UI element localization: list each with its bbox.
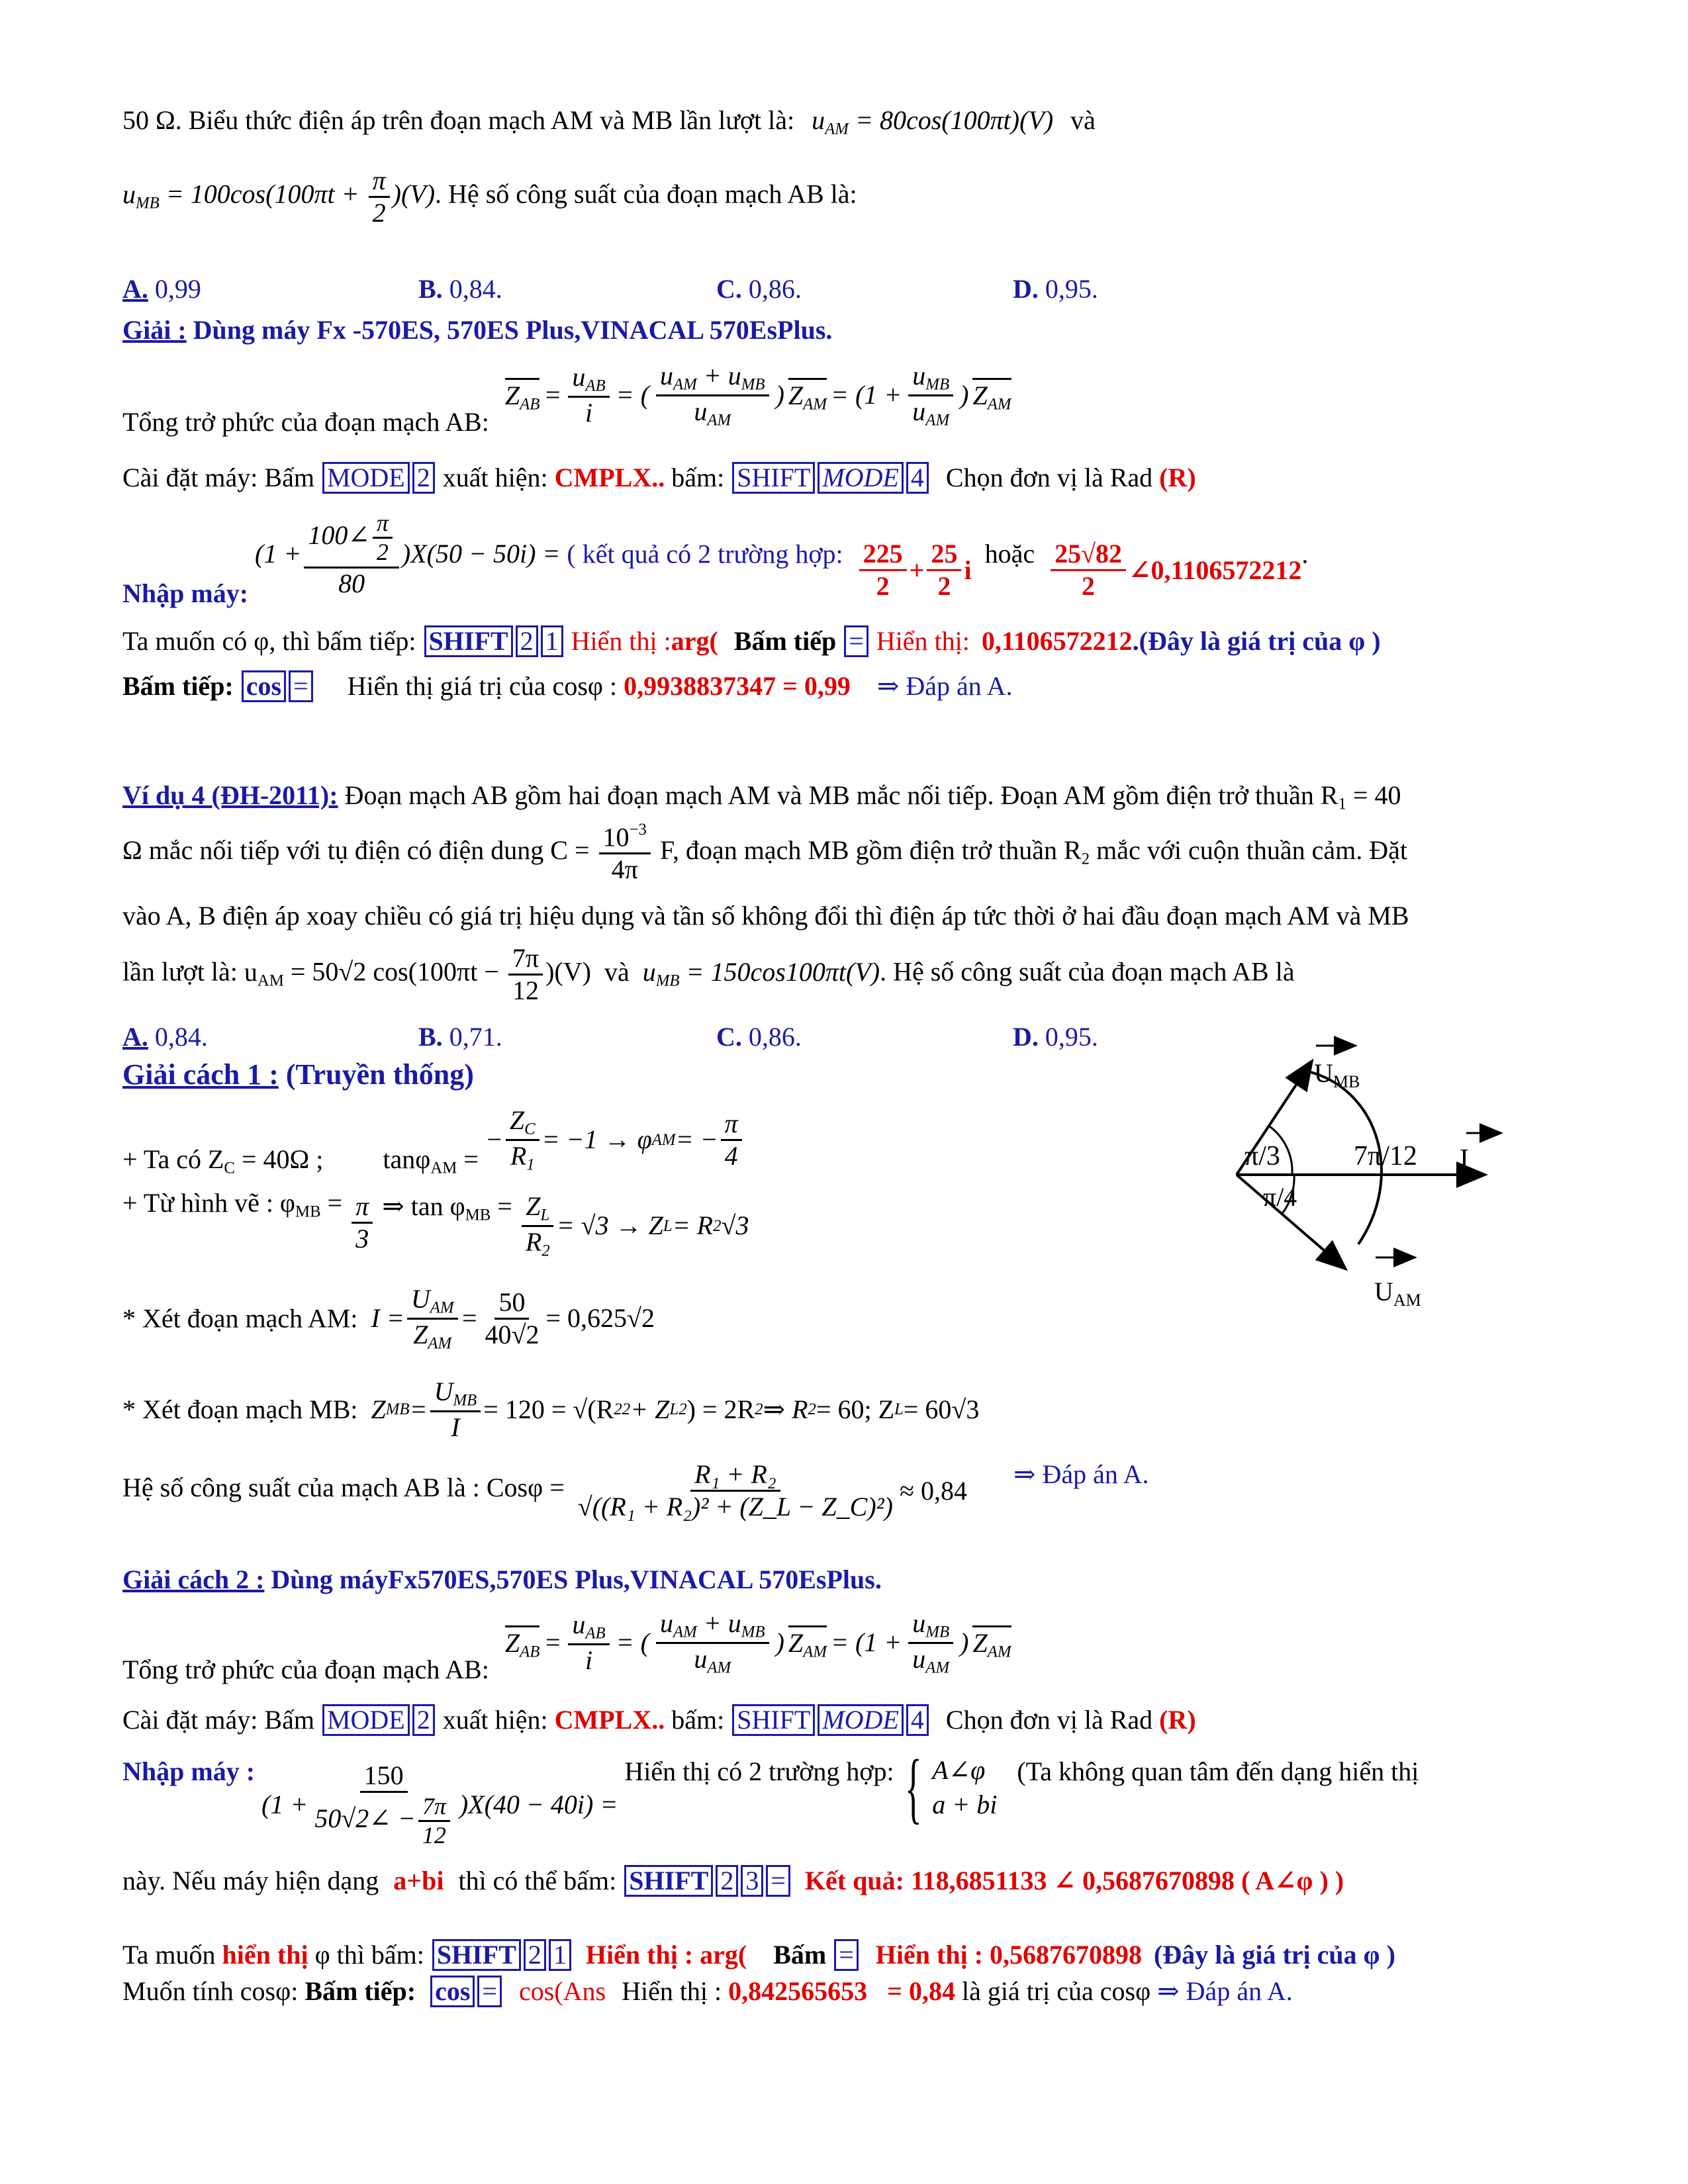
sol1-cos: Bấm tiếp: cos = Hiển thị giá trị của cosφ : 0,9938837347 = 0,99 ⇒ Đáp án A. — [122, 671, 1013, 701]
mode-key: MODE — [818, 1704, 904, 1736]
mode-key: MODE — [322, 1704, 410, 1736]
ex4-line-4: lần lượt là: $u_{AM} = 50√2$ cos(100πt − $\frac{7\pi}{12}$ )(V) và $u_{MB} = 150\cos 100\pi t(V)$. Hệ số công suất của đoạn mạch AB là — [122, 943, 1295, 1005]
c2-setup: Cài đặt máy: Bấm MODE 2 xuất hiện: CMPLX.. bấm: SHIFT MODE 4 Chọn đơn vị là Rad (R) — [122, 1705, 1196, 1735]
equals-key: = — [844, 625, 868, 657]
key-4: 4 — [906, 1704, 929, 1736]
sol1-impedance: Tổng trở phức của đoạn mạch AB: $Z_{AB}$ = $\frac{u_{AB}}{i}$ = ( $\frac{u_{AM} + u_{MB}}{u_{AM}}$ ) $Z_{AM}$ = (1 + $\frac{u_{MB}}{u_{AM}}$ ) $Z_{AM}$ — [122, 361, 1011, 437]
key-1: 1 — [549, 1939, 571, 1971]
shift-key: SHIFT — [732, 1704, 815, 1736]
c1-line-4: * Xét đoạn mạch MB: Z MB = $\frac{U_{MB}}{I}$ = 120 = √(R 2 2 + Z L 2 ) = 2R 2 ⇒ R 2 = 60; Z L = 60√3 — [122, 1377, 980, 1442]
umb-label: $U_{MB}$ — [1314, 1058, 1360, 1091]
c1-line-1: + Ta có $Z_C = 40\Omega$ ; tanφ$_{AM}$ = − $\frac{Z_C}{R_1}$ = −1 → φ AM = − $\frac{\pi}{4}$ — [122, 1105, 745, 1175]
phasor-diagram — [1211, 1032, 1516, 1310]
uam-label: $U_{AM}$ — [1374, 1277, 1421, 1310]
sol1-heading: Giải : Dùng máy Fx -570ES, 570ES Plus,VINACAL 570EsPlus. — [122, 315, 833, 345]
key-2: 2 — [516, 625, 538, 657]
sol1-arg: Ta muốn có φ, thì bấm tiếp: SHIFT 2 1 Hiển thị :arg( Bấm tiếp = Hiển thị: 0,1106572212.(Đây là giá trị của φ ) — [122, 626, 1381, 656]
q2-option-c: C. 0,86. — [716, 1022, 802, 1052]
angle-pi3-label: π/3 — [1244, 1141, 1280, 1171]
q1-option-c: C. 0,86. — [716, 274, 802, 304]
key-3: 3 — [741, 1865, 763, 1897]
q1-option-b: B. 0,84. — [418, 274, 502, 304]
c1-line-3: * Xét đoạn mạch AM: I = $\frac{U_{AM}}{Z_{AM}}$ = $\frac{50}{40√2}$ = 0,625√2 — [122, 1284, 655, 1353]
impedance-formula: $Z_{AB}$ = $\frac{u_{AB}}{i}$ = ( $\frac{u_{AM} + u_{MB}}{u_{AM}}$ ) $Z_{AM}$ = (1 + $\frac{u_{MB}}{u_{AM}}$ ) $Z_{AM}$ — [504, 1608, 1011, 1677]
c2-heading: Giải cách 2 : Dùng máyFx570ES,570ES Plus,VINACAL 570EsPlus. — [122, 1565, 882, 1594]
key-2: 2 — [412, 462, 435, 494]
c1-line-5: Hệ số công suất của mạch AB là : Cosφ = $\frac{\text{R₁ + R₂}}{\text{√((R₁ + R₂)² + (Z\_L − Z\_C)²)}}$ ≈ 0,84 ⇒ Đáp án A. — [122, 1459, 1149, 1522]
sol1-setup: Cài đặt máy: Bấm MODE 2 xuất hiện: CMPLX.. bấm: SHIFT MODE 4 Chọn đơn vị là Rad (R) — [122, 463, 1196, 492]
key-2: 2 — [524, 1939, 546, 1971]
q1-option-d: D. 0,95. — [1013, 274, 1098, 304]
c2-line-3: Ta muốn hiển thị φ thì bấm: SHIFT 2 1 Hiển thị : arg( Bấm = Hiển thị : 0,5687670898 (Đây là giá trị của φ ) — [122, 1940, 1395, 1970]
q2-option-b: B. 0,71. — [418, 1022, 502, 1052]
key-4: 4 — [906, 462, 929, 494]
equals-key: = — [834, 1939, 859, 1971]
i-label: I — [1460, 1144, 1469, 1175]
q2-option-a: A. 0,84. — [122, 1022, 208, 1052]
equals-key: = — [766, 1865, 790, 1897]
c2-impedance: Tổng trở phức của đoạn mạch AB: $Z_{AB}$ = $\frac{u_{AB}}{i}$ = ( $\frac{u_{AM} + u_{MB}}{u_{AM}}$ ) $Z_{AM}$ = (1 + $\frac{u_{MB}}{u_{AM}}$ ) $Z_{AM}$ — [122, 1608, 1011, 1684]
equals-key: = — [477, 1976, 502, 2007]
c1-line-2: + Từ hình vẽ : $\varphi_{MB}$ = $\frac{\pi}{3}$ ⇒ $\tan \varphi_{MB}$ = $\frac{Z_L}{R_2}$ = √3 → Z L = R 2 √3 — [122, 1188, 749, 1260]
shift-key: SHIFT — [424, 625, 513, 657]
c2-line-4: Muốn tính cosφ: Bấm tiếp: cos = cos(Ans Hiển thị : 0,842565653 = 0,84 là giá trị của cosφ ⇒ Đáp án A. — [122, 1976, 1293, 2006]
cos-key: cos — [430, 1976, 475, 2007]
angle-7pi12-label: 7π/12 — [1354, 1141, 1417, 1171]
sol1-input: Nhập máy: (1 + 100∠ $\frac{\pi}{2}$ 80 )X(50 − 50i) = ( kết quả có 2 trường hợp: $\frac{225}{2}$ + $\frac{25}{2}$ i hoặc $\frac{25√82}{2}$ ∠0,1106572212 . — [122, 510, 1309, 609]
mode-key: MODE — [818, 462, 904, 494]
key-2: 2 — [716, 1865, 738, 1897]
key-1: 1 — [541, 625, 563, 657]
key-2: 2 — [412, 1704, 435, 1736]
ex4-line-1: Ví dụ 4 (ĐH-2011): Đoạn mạch AB gồm hai đoạn mạch AM và MB mắc nối tiếp. Đoạn AM gồm điện trở thuần $R_1 = 40$ — [122, 780, 1401, 813]
c1-heading: Giải cách 1 : (Truyền thống) — [122, 1058, 474, 1091]
q2-option-d: D. 0,95. — [1013, 1022, 1098, 1052]
ex4-line-2: Ω mắc nối tiếp với tụ điện có điện dung C = $\frac{10^{-3}}{4\pi}$ F, đoạn mạch MB gồm điện trở thuần $R_2$ mắc với cuộn thuần cảm. Đặt — [122, 821, 1408, 885]
intro-line-2: $u_{MB} = 100\cos(100\pi t$ + $\frac{\pi}{2}$ )(V). Hệ số công suất của đoạn mạch AB là: — [122, 165, 857, 228]
impedance-formula: $Z_{AB}$ = $\frac{u_{AB}}{i}$ = ( $\frac{u_{AM} + u_{MB}}{u_{AM}}$ ) $Z_{AM}$ = (1 + $\frac{u_{MB}}{u_{AM}}$ ) $Z_{AM}$ — [504, 361, 1011, 430]
mode-key: MODE — [322, 462, 410, 494]
cos-key: cos — [242, 670, 286, 702]
shift-key: SHIFT — [732, 462, 815, 494]
shift-key: SHIFT — [432, 1939, 521, 1971]
equals-key: = — [289, 670, 313, 702]
c2-input: Nhập máy : (1 + 150 50√2∠ − $\frac{7\pi}{12}$ )X(40 − 40i) = Hiển thị có 2 trường hợp: { A∠φ a + bi (Ta không quan tâm đến dạng hiển thị — [122, 1743, 1419, 1849]
angle-pi4-label: π/4 — [1263, 1182, 1297, 1212]
shift-key: SHIFT — [624, 1865, 713, 1897]
intro-line-1: 50 Ω. Biểu thức điện áp trên đoạn mạch AM và MB lần lượt là: $u_{AM} = 80\cos(100\pi t)(V)$ và — [122, 105, 1096, 138]
ex4-line-3: vào A, B điện áp xoay chiều có giá trị hiệu dụng và tần số không đổi thì điện áp tức thời ở hai đầu đoạn mạch AM và MB — [122, 901, 1409, 931]
c2-line-2: này. Nếu máy hiện dạng a+bi thì có thể bấm: SHIFT 2 3 = Kết quả: 118,6851133 ∠ 0,5687670898 ( A∠φ ) ) — [122, 1866, 1344, 1895]
q1-option-a: A. 0,99 — [122, 274, 201, 304]
